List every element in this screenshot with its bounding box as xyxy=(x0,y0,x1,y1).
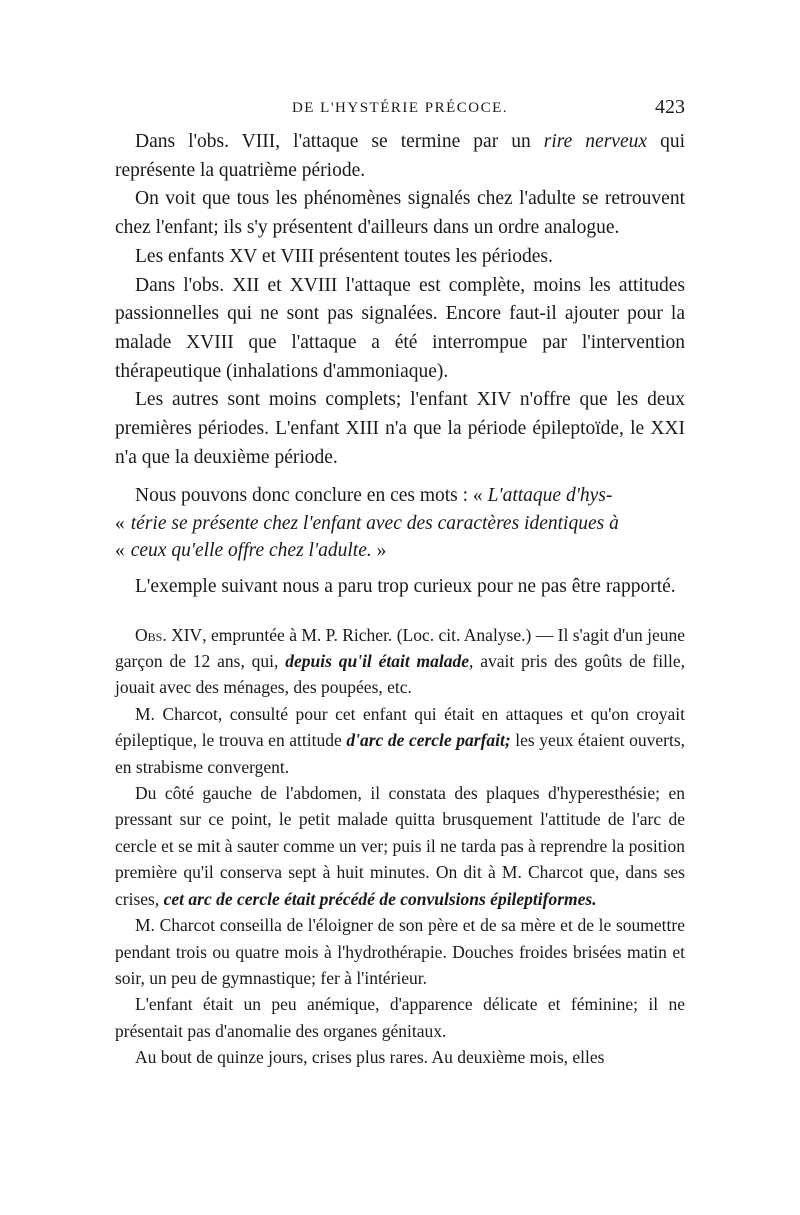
guillemet: « xyxy=(115,512,125,534)
observation-paragraph-6: Au bout de quinze jours, crises plus rares. Au deuxième mois, elles xyxy=(135,1047,605,1068)
text-span: Du côté gauche de l'abdomen, il constata des plaques d'hyperesthésie; en pressant sur ce point, le petit malade quitta brusquement l'attitude de l'arc de cercle et se mit à sauter comme un ver; puis il ne tarda pas à reprendre la position première qu'il conserva sept à huit minutes. On dit à M. Charcot que, dans ses crises, xyxy=(115,783,685,909)
observation-block xyxy=(115,622,685,1071)
paragraph-attack-end xyxy=(115,128,685,185)
main-text xyxy=(115,128,685,1071)
conclusion-quote xyxy=(115,482,685,565)
paragraph-example: L'exemple suivant nous a paru trop curieux pour ne pas être rapporté. xyxy=(135,575,676,597)
quote-text: térie se présente chez l'enfant avec des caractères identiques à xyxy=(130,512,619,534)
paragraph-phenomena: On voit que tous les phénomènes signalés chez l'adulte se retrouvent chez l'enfant; ils s'y présentent d'ailleurs dans un ordre analogue. xyxy=(115,188,685,239)
quote-text: ceux qu'elle offre chez l'adulte. xyxy=(130,540,372,562)
paragraph-complete-attack: Dans l'obs. XII et XVIII l'attaque est complète, moins les attitudes passionnelles qui ne sont pas signalées. Encore faut-il ajouter pour la malade XVIII que l'attaque a été interrompue par l'intervention thérapeutique (inhalations d'ammoniaque). xyxy=(115,274,685,382)
guillemet: « xyxy=(115,540,125,562)
paragraph-incomplete: Les autres sont moins complets; l'enfant XIV n'offre que les deux premières périodes. L'enfant XIII n'a que la période épileptoïde, le XXI n'a que la deuxième période. xyxy=(115,389,685,468)
observation-paragraph-4: M. Charcot conseilla de l'éloigner de son père et de sa mère et de le soumettre pendant trois ou quatre mois à l'hydrothérapie. Douches froides brisées matin et soir, un peu de gymnastique; fer à l'intérieur. xyxy=(115,915,685,988)
observation-paragraph-5: L'enfant était un peu anémique, d'apparence délicate et féminine; il ne présentait pas d'anomalie des organes génitaux. xyxy=(115,994,685,1041)
emphasis: depuis qu'il était malade xyxy=(285,651,470,672)
guillemet-close: » xyxy=(371,540,387,562)
quote-line-1 xyxy=(115,482,685,510)
text-span: M. Charcot, consulté pour cet enfant qui était en attaques et qu'on croyait épileptique, le trouva en attitude xyxy=(115,703,685,751)
quote-line-3 xyxy=(115,537,685,565)
emphasis: d'arc de cercle parfait; xyxy=(346,730,511,751)
quote-line-2 xyxy=(115,510,685,538)
quote-intro: Nous pouvons donc conclure en ces mots : « xyxy=(135,485,488,507)
paragraph-children-periods: Les enfants XV et VIII présentent toutes les périodes. xyxy=(135,245,553,267)
emphasis: cet arc de cercle était précédé de convulsions épileptiformes. xyxy=(163,888,597,909)
emphasis-rire-nerveux: rire nerveux xyxy=(543,131,648,152)
observation-paragraph-3 xyxy=(115,780,685,912)
observation-paragraph-2 xyxy=(115,701,685,780)
text-span: Dans l'obs. VIII, l'attaque se termine par un xyxy=(135,131,544,152)
observation-paragraph-1 xyxy=(115,622,685,701)
quote-text: L'attaque d'hys- xyxy=(487,485,613,507)
text-span: , avait pris des goûts de fille, jouait avec des ménages, des poupées, etc. xyxy=(115,651,685,698)
text-span: qui représente la quatrième période. xyxy=(115,131,685,181)
page-header xyxy=(115,96,685,124)
observation-label: Obs. XIV xyxy=(135,624,203,645)
running-title: DE L'HYSTÉRIE PRÉCOCE. xyxy=(291,100,509,116)
text-span: , empruntée à M. P. Richer. (Loc. cit. Analyse.) — Il s'agit d'un jeune garçon de 12 ans, qui, xyxy=(115,624,685,672)
page-number: 423 xyxy=(655,96,685,118)
text-span: les yeux étaient ouverts, en strabisme convergent. xyxy=(115,730,686,777)
